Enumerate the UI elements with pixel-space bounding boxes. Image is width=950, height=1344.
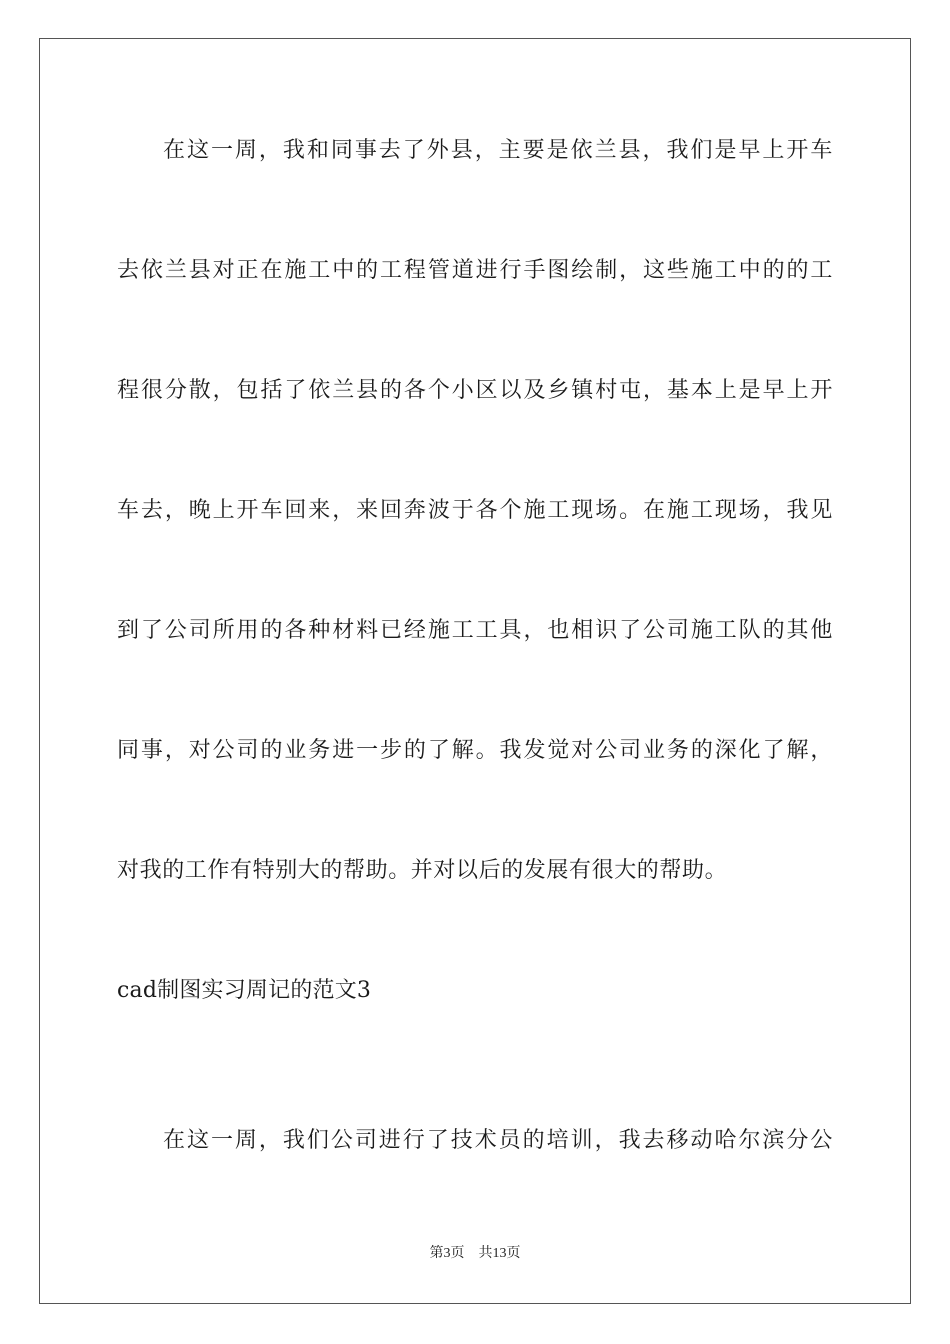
page-footer [0,1244,950,1264]
page-number: 第3页 [429,1246,465,1261]
total-pages: 共13页 [478,1246,521,1261]
body-line-6: 同事，对公司的业务进一步的了解。我发觉对公司业务的深化了解， [117,738,833,763]
next-paragraph-line-1: 在这一周，我们公司进行了技术员的培训，我去移动哈尔滨分公 [163,1128,833,1153]
section-heading: cad制图实习周记的范文3 [117,978,372,1003]
body-line-2: 去依兰县对正在施工中的工程管道进行手图绘制，这些施工中的的工 [117,258,833,283]
body-line-4: 车去，晚上开车回来，来回奔波于各个施工现场。在施工现场，我见 [117,498,833,523]
body-line-1: 在这一周，我和同事去了外县，主要是依兰县，我们是早上开车 [163,138,833,163]
body-line-3: 程很分散，包括了依兰县的各个小区以及乡镇村屯，基本上是早上开 [117,378,833,403]
page-frame [39,38,911,1304]
body-line-5: 到了公司所用的各种材料已经施工工具，也相识了公司施工队的其他 [117,618,833,643]
body-line-7: 对我的工作有特别大的帮助。并对以后的发展有很大的帮助。 [117,858,728,883]
